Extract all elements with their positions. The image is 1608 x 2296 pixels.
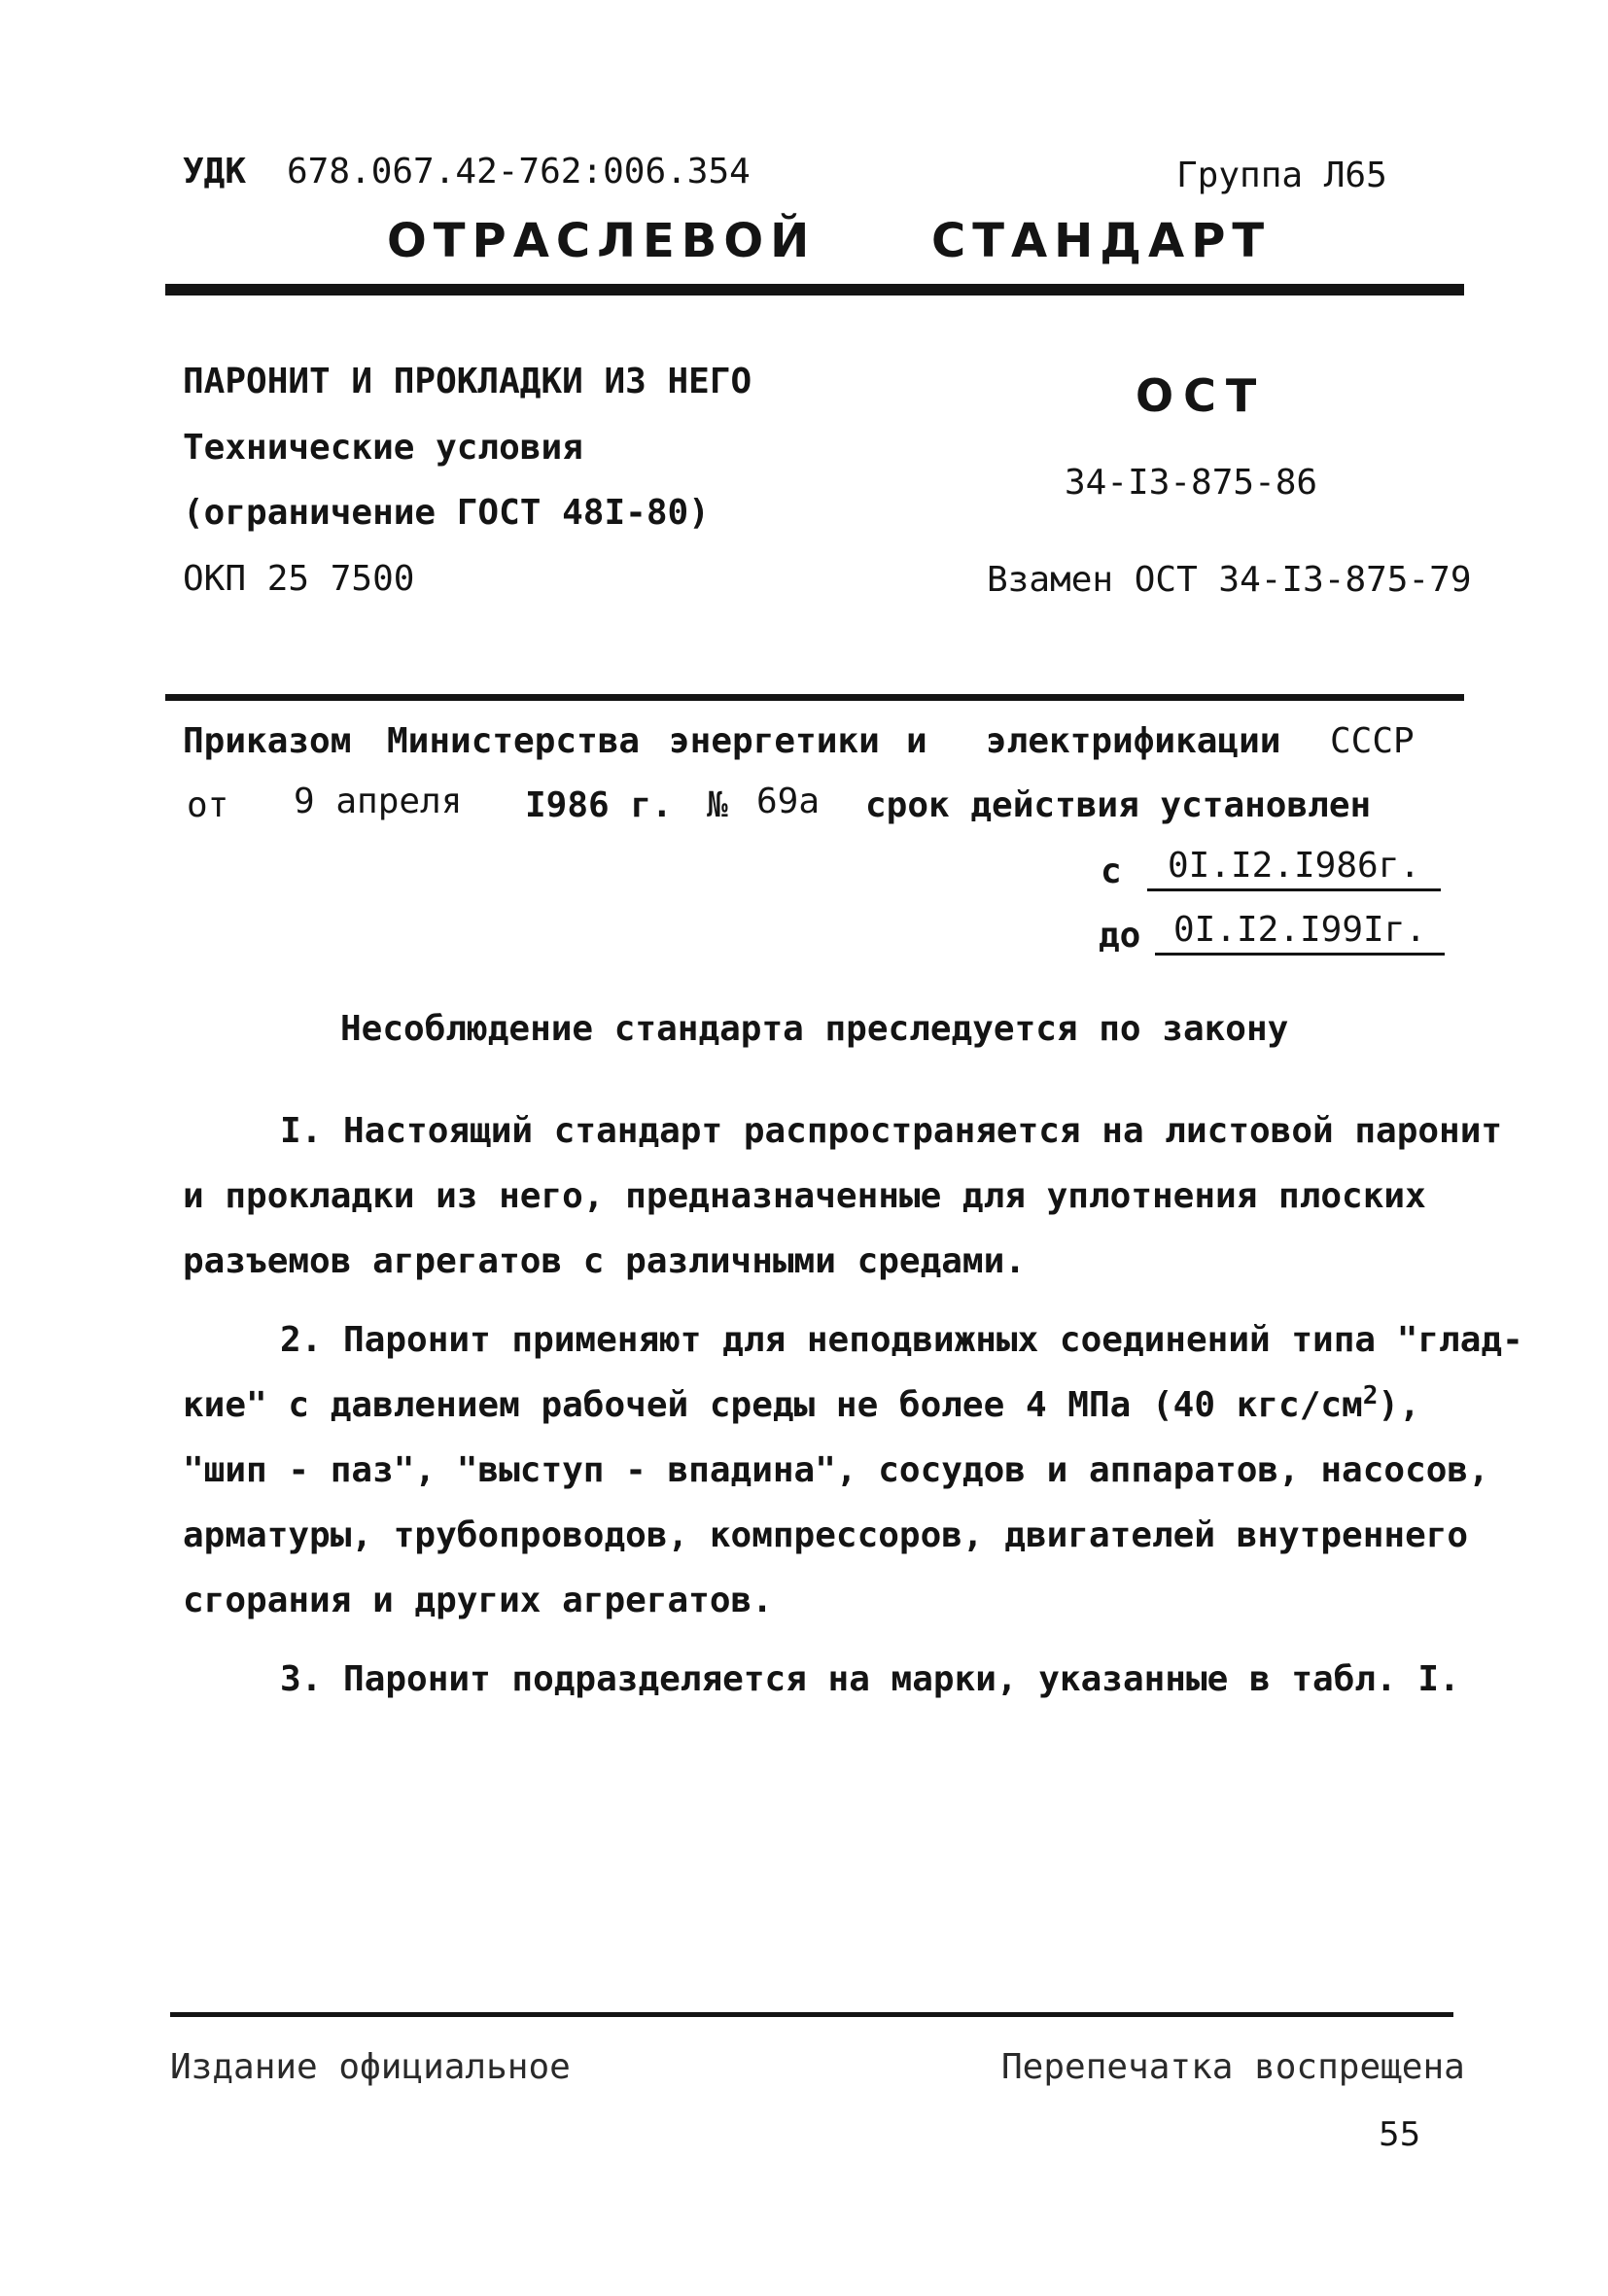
validity-to-date: 0I.I2.I99Iг.	[1155, 910, 1445, 956]
paragraph-line: разъемов агрегатов с различными средами.	[183, 1241, 1026, 1281]
order-date: 9 апреля	[294, 782, 463, 821]
standard-name: ПАРОНИТ И ПРОКЛАДКИ ИЗ НЕГО	[183, 362, 752, 401]
paragraph-1	[183, 1098, 1503, 1294]
title-industry: ОТРАСЛЕВОЙ	[387, 214, 817, 268]
page-number: 55	[1379, 2115, 1421, 2154]
footer-reprint-prohibited: Перепечатка воспрещена	[1001, 2047, 1465, 2087]
paragraph-3	[183, 1647, 1466, 1712]
header-rule	[165, 284, 1464, 296]
order-from-word: от	[187, 785, 229, 825]
okp-code: ОКП 25 7500	[183, 559, 415, 599]
paragraph-text: кие" с давлением рабочей среды не более 4 МПа (40 кгс/см	[183, 1385, 1363, 1425]
order-word-4: и	[906, 721, 927, 761]
order-word-2: Министерства	[387, 721, 641, 761]
validity-from-field	[1147, 846, 1441, 891]
paragraph-line: "шип - паз", "выступ - впадина", сосудов и аппаратов, насосов,	[183, 1450, 1489, 1490]
udk-label: УДК	[183, 152, 247, 191]
info-rule	[165, 694, 1464, 701]
paragraph-2	[183, 1307, 1523, 1633]
title-standard: СТАНДАРТ	[931, 214, 1272, 268]
standard-subtitle: Технические условия	[183, 428, 583, 468]
paragraph-text: ),	[1378, 1385, 1420, 1425]
order-word-1: Приказом	[183, 721, 352, 761]
paragraph-line: и прокладки из него, предназначенные для уплотнения плоских	[183, 1176, 1426, 1216]
order-number: 69а	[756, 782, 821, 821]
validity-from-date: 0I.I2.I986г.	[1147, 846, 1441, 891]
legal-notice: Несоблюдение стандарта преследуется по закону	[340, 1009, 1289, 1049]
order-year: I986 г.	[525, 785, 673, 825]
paragraph-line: арматуры, трубопроводов, компрессоров, двигателей внутреннего	[183, 1515, 1469, 1555]
order-word-3: энергетики	[669, 721, 880, 761]
validity-from-label: с	[1101, 852, 1122, 891]
ost-number: 34-I3-875-86	[1065, 463, 1318, 503]
paragraph-line: сгорания и других агрегатов.	[183, 1581, 773, 1620]
superscript: 2	[1362, 1381, 1379, 1410]
order-number-sign: №	[707, 785, 728, 825]
validity-to-label: до	[1099, 916, 1141, 956]
group-label: Группа Л65	[1176, 156, 1387, 195]
paragraph-line: 2. Паронит применяют для неподвижных соединений типа "глад-	[280, 1320, 1523, 1360]
order-word-6: СССР	[1330, 721, 1415, 761]
udk-code: 678.067.42-762:006.354	[287, 152, 751, 191]
standard-restriction: (ограничение ГОСТ 48I-80)	[183, 493, 710, 533]
replaces-note: Взамен ОСТ 34-I3-875-79	[987, 560, 1472, 600]
footer-official-edition: Издание официальное	[170, 2047, 571, 2087]
paragraph-line: 3. Паронит подразделяется на марки, указанные в табл. I.	[280, 1659, 1460, 1699]
order-word-5: электрификации	[986, 721, 1281, 761]
ost-label: ОСТ	[1136, 369, 1267, 422]
validity-text: срок действия установлен	[865, 785, 1372, 825]
paragraph-line: I. Настоящий стандарт распространяется на листовой паронит	[280, 1111, 1503, 1151]
footer-rule	[170, 2012, 1453, 2017]
validity-to-field	[1155, 910, 1445, 956]
paragraph-line-with-unit	[183, 1373, 1466, 1438]
